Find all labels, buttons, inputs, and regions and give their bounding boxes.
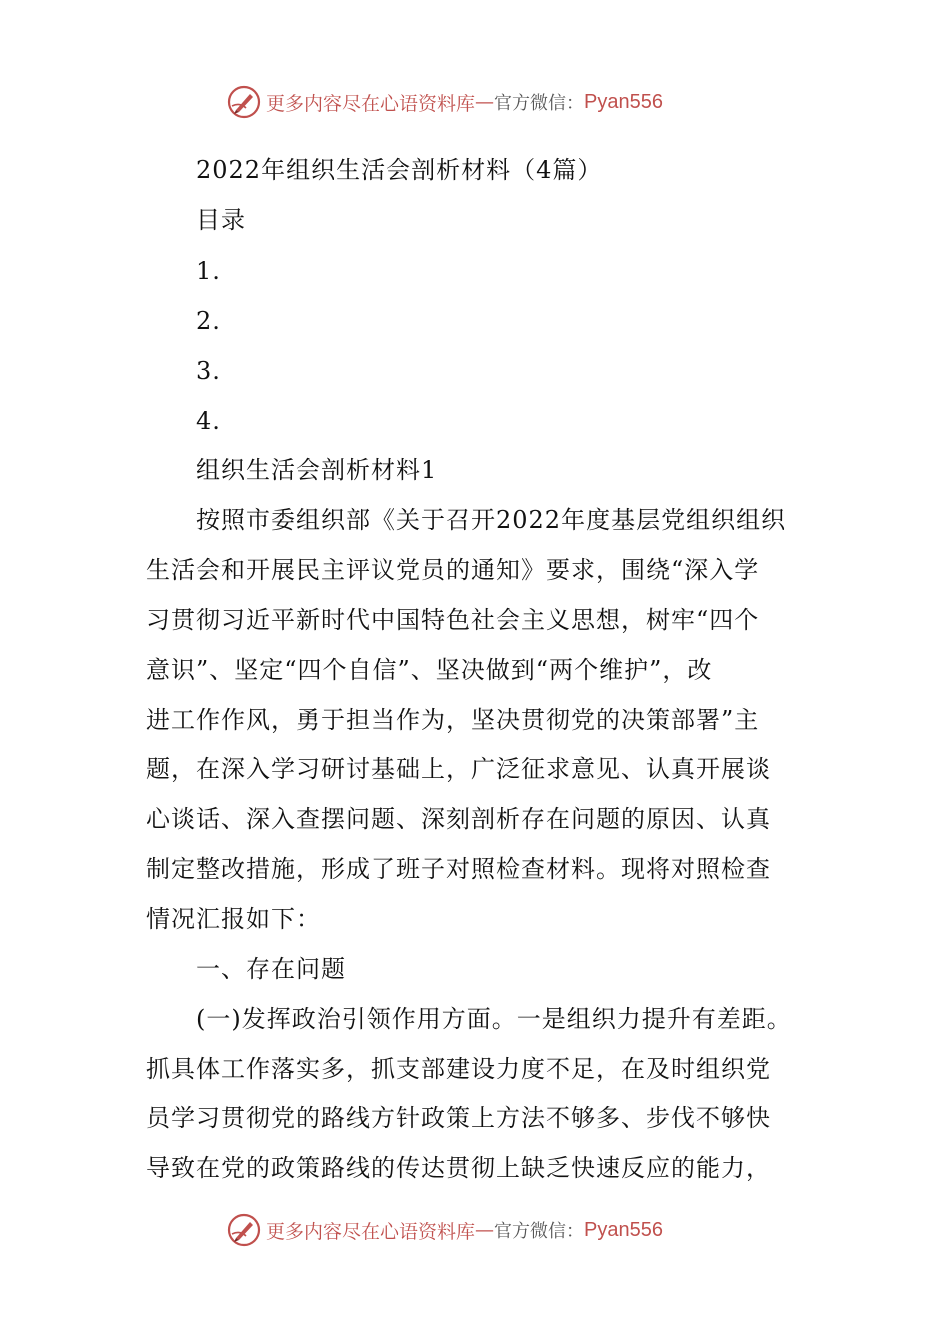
paragraph-line: 心谈话、深入查摆问题、深刻剖析存在问题的原因、认真 bbox=[146, 805, 771, 833]
body-line: 员学习贯彻党的路线方针政策上方法不够多、步伐不够快 bbox=[146, 1104, 771, 1132]
watermark-main-text: 更多内容尽在心语资料库 bbox=[266, 92, 476, 115]
body-line: 抓具体工作落实多，抓支部建设力度不足，在及时组织党 bbox=[146, 1055, 771, 1083]
watermark-wechat-id: Pyan556 bbox=[584, 90, 663, 113]
pen-logo-icon bbox=[226, 1212, 262, 1248]
watermark-main-text: 更多内容尽在心语资料库 bbox=[266, 1220, 476, 1243]
watermark-wechat-id: Pyan556 bbox=[584, 1218, 663, 1241]
watermark-sub-text: 官方微信： bbox=[494, 93, 585, 114]
subheading: 一、存在问题 bbox=[196, 955, 346, 983]
body-line: (一)发挥政治引领作用方面。一是组织力提升有差距。 bbox=[196, 1005, 792, 1033]
toc-item: 3. bbox=[196, 357, 221, 385]
paragraph-line: 按照市委组织部《关于召开2022年度基层党组织组织 bbox=[196, 506, 787, 534]
paragraph-line: 情况汇报如下： bbox=[146, 905, 321, 933]
watermark-header bbox=[226, 82, 663, 122]
toc-item: 2. bbox=[196, 307, 221, 335]
toc-item: 4. bbox=[196, 407, 221, 435]
watermark-sub-text: 官方微信： bbox=[494, 1221, 585, 1242]
paragraph-line: 生活会和开展民主评议党员的通知》要求，围绕“深入学 bbox=[146, 556, 760, 584]
paragraph-line: 题，在深入学习研讨基础上，广泛征求意见、认真开展谈 bbox=[146, 755, 771, 783]
document-title: 2022年组织生活会剖析材料（4篇） bbox=[196, 156, 603, 184]
body-line: 导致在党的政策路线的传达贯彻上缺乏快速反应的能力， bbox=[146, 1154, 771, 1182]
paragraph-line: 进工作作风，勇于担当作为，坚决贯彻党的决策部署”主 bbox=[146, 706, 760, 734]
watermark-dash: — bbox=[475, 91, 495, 113]
paragraph-line: 制定整改措施，形成了班子对照检查材料。现将对照检查 bbox=[146, 855, 771, 883]
watermark-dash: — bbox=[475, 1219, 495, 1241]
pen-logo-icon bbox=[226, 84, 262, 120]
paragraph-line: 意识”、坚定“四个自信”、坚决做到“两个维护”，改 bbox=[146, 656, 713, 684]
toc-heading: 目录 bbox=[196, 206, 246, 234]
watermark-footer bbox=[226, 1210, 663, 1250]
toc-item: 1. bbox=[196, 257, 221, 285]
section-title: 组织生活会剖析材料1 bbox=[196, 456, 438, 484]
paragraph-line: 习贯彻习近平新时代中国特色社会主义思想，树牢“四个 bbox=[146, 606, 760, 634]
